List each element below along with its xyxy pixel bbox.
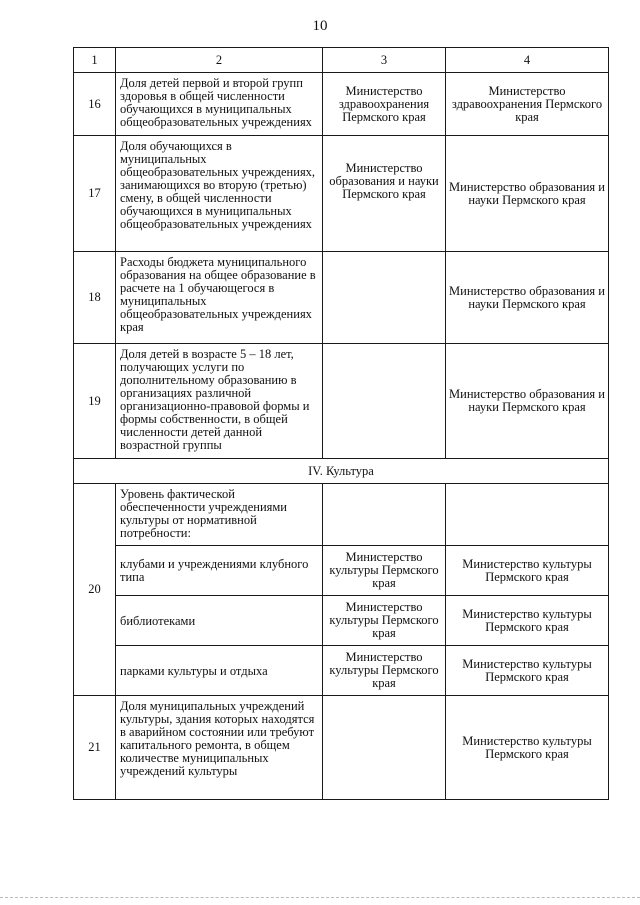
table-subrow [74, 546, 609, 596]
table-row [74, 344, 609, 459]
row-number: 18 [74, 252, 116, 344]
header-col-1: 1 [74, 48, 116, 73]
row-number: 20 [74, 484, 116, 696]
responsible-col4: Министерство культуры Пермского края [446, 596, 609, 646]
responsible-col4: Министерство культуры Пермского края [446, 546, 609, 596]
responsible-col4: Министерство культуры Пермского края [446, 696, 609, 800]
responsible-col4: Министерство образования и науки Пермского края [446, 344, 609, 459]
section-title: IV. Культура [74, 459, 609, 484]
responsible-col4: Министерство образования и науки Пермского края [446, 252, 609, 344]
responsible-col3 [323, 252, 446, 344]
responsible-col4 [446, 484, 609, 546]
responsible-col3: Министерство культуры Пермского края [323, 546, 446, 596]
responsible-col3: Министерство здравоохранения Пермского края [323, 73, 446, 136]
table-row [74, 136, 609, 252]
header-col-4: 4 [446, 48, 609, 73]
table-row [74, 484, 609, 546]
row-number: 16 [74, 73, 116, 136]
row-number: 21 [74, 696, 116, 800]
indicator-text: Доля детей первой и второй групп здоровья в общей численности обучающихся в муниципальных общеобразовательных учреждениях [116, 73, 323, 136]
responsible-col4: Министерство культуры Пермского края [446, 646, 609, 696]
indicator-text: Доля детей в возрасте 5 – 18 лет, получающих услуги по дополнительному образованию в организациях различной организационно-правовой формы и формы собственности, в общей численности детей данной возрастной группы [116, 344, 323, 459]
responsible-col3: Министерство культуры Пермского края [323, 646, 446, 696]
responsible-col4: Министерство здравоохранения Пермского края [446, 73, 609, 136]
page-number: 10 [312, 18, 328, 34]
responsible-col3 [323, 696, 446, 800]
header-col-3: 3 [323, 48, 446, 73]
indicator-text: Доля муниципальных учреждений культуры, здания которых находятся в аварийном состоянии или требуют капитального ремонта, в общем количестве муниципальных учреждений культуры [116, 696, 323, 800]
responsible-col3 [323, 344, 446, 459]
indicator-text: Доля обучающихся в муниципальных общеобразовательных учреждениях, занимающихся во вторую (третью) смену, в общей численности обучающихся в муниципальных общеобразовательных учреждениях [116, 136, 323, 252]
indicator-subtext: библиотеками [116, 596, 323, 646]
indicator-text: Расходы бюджета муниципального образования на общее образование в расчете на 1 обучающегося в муниципальных общеобразовательных учреждениях края [116, 252, 323, 344]
table-subrow [74, 596, 609, 646]
indicator-subtext: парками культуры и отдыха [116, 646, 323, 696]
responsible-col3 [323, 484, 446, 546]
row-number: 17 [74, 136, 116, 252]
page-edge-line [0, 897, 640, 899]
table-row [74, 252, 609, 344]
row-number: 19 [74, 344, 116, 459]
table-header-row [74, 48, 609, 73]
table-row [74, 696, 609, 800]
responsible-col4: Министерство образования и науки Пермского края [446, 136, 609, 252]
indicator-subtext: клубами и учреждениями клубного типа [116, 546, 323, 596]
table-row [74, 73, 609, 136]
responsible-col3: Министерство культуры Пермского края [323, 596, 446, 646]
section-row [74, 459, 609, 484]
table-subrow [74, 646, 609, 696]
indicators-table [73, 47, 609, 800]
indicator-text: Уровень фактической обеспеченности учреждениями культуры от нормативной потребности: [116, 484, 323, 546]
responsible-col3: Министерство образования и науки Пермского края [323, 136, 446, 252]
header-col-2: 2 [116, 48, 323, 73]
